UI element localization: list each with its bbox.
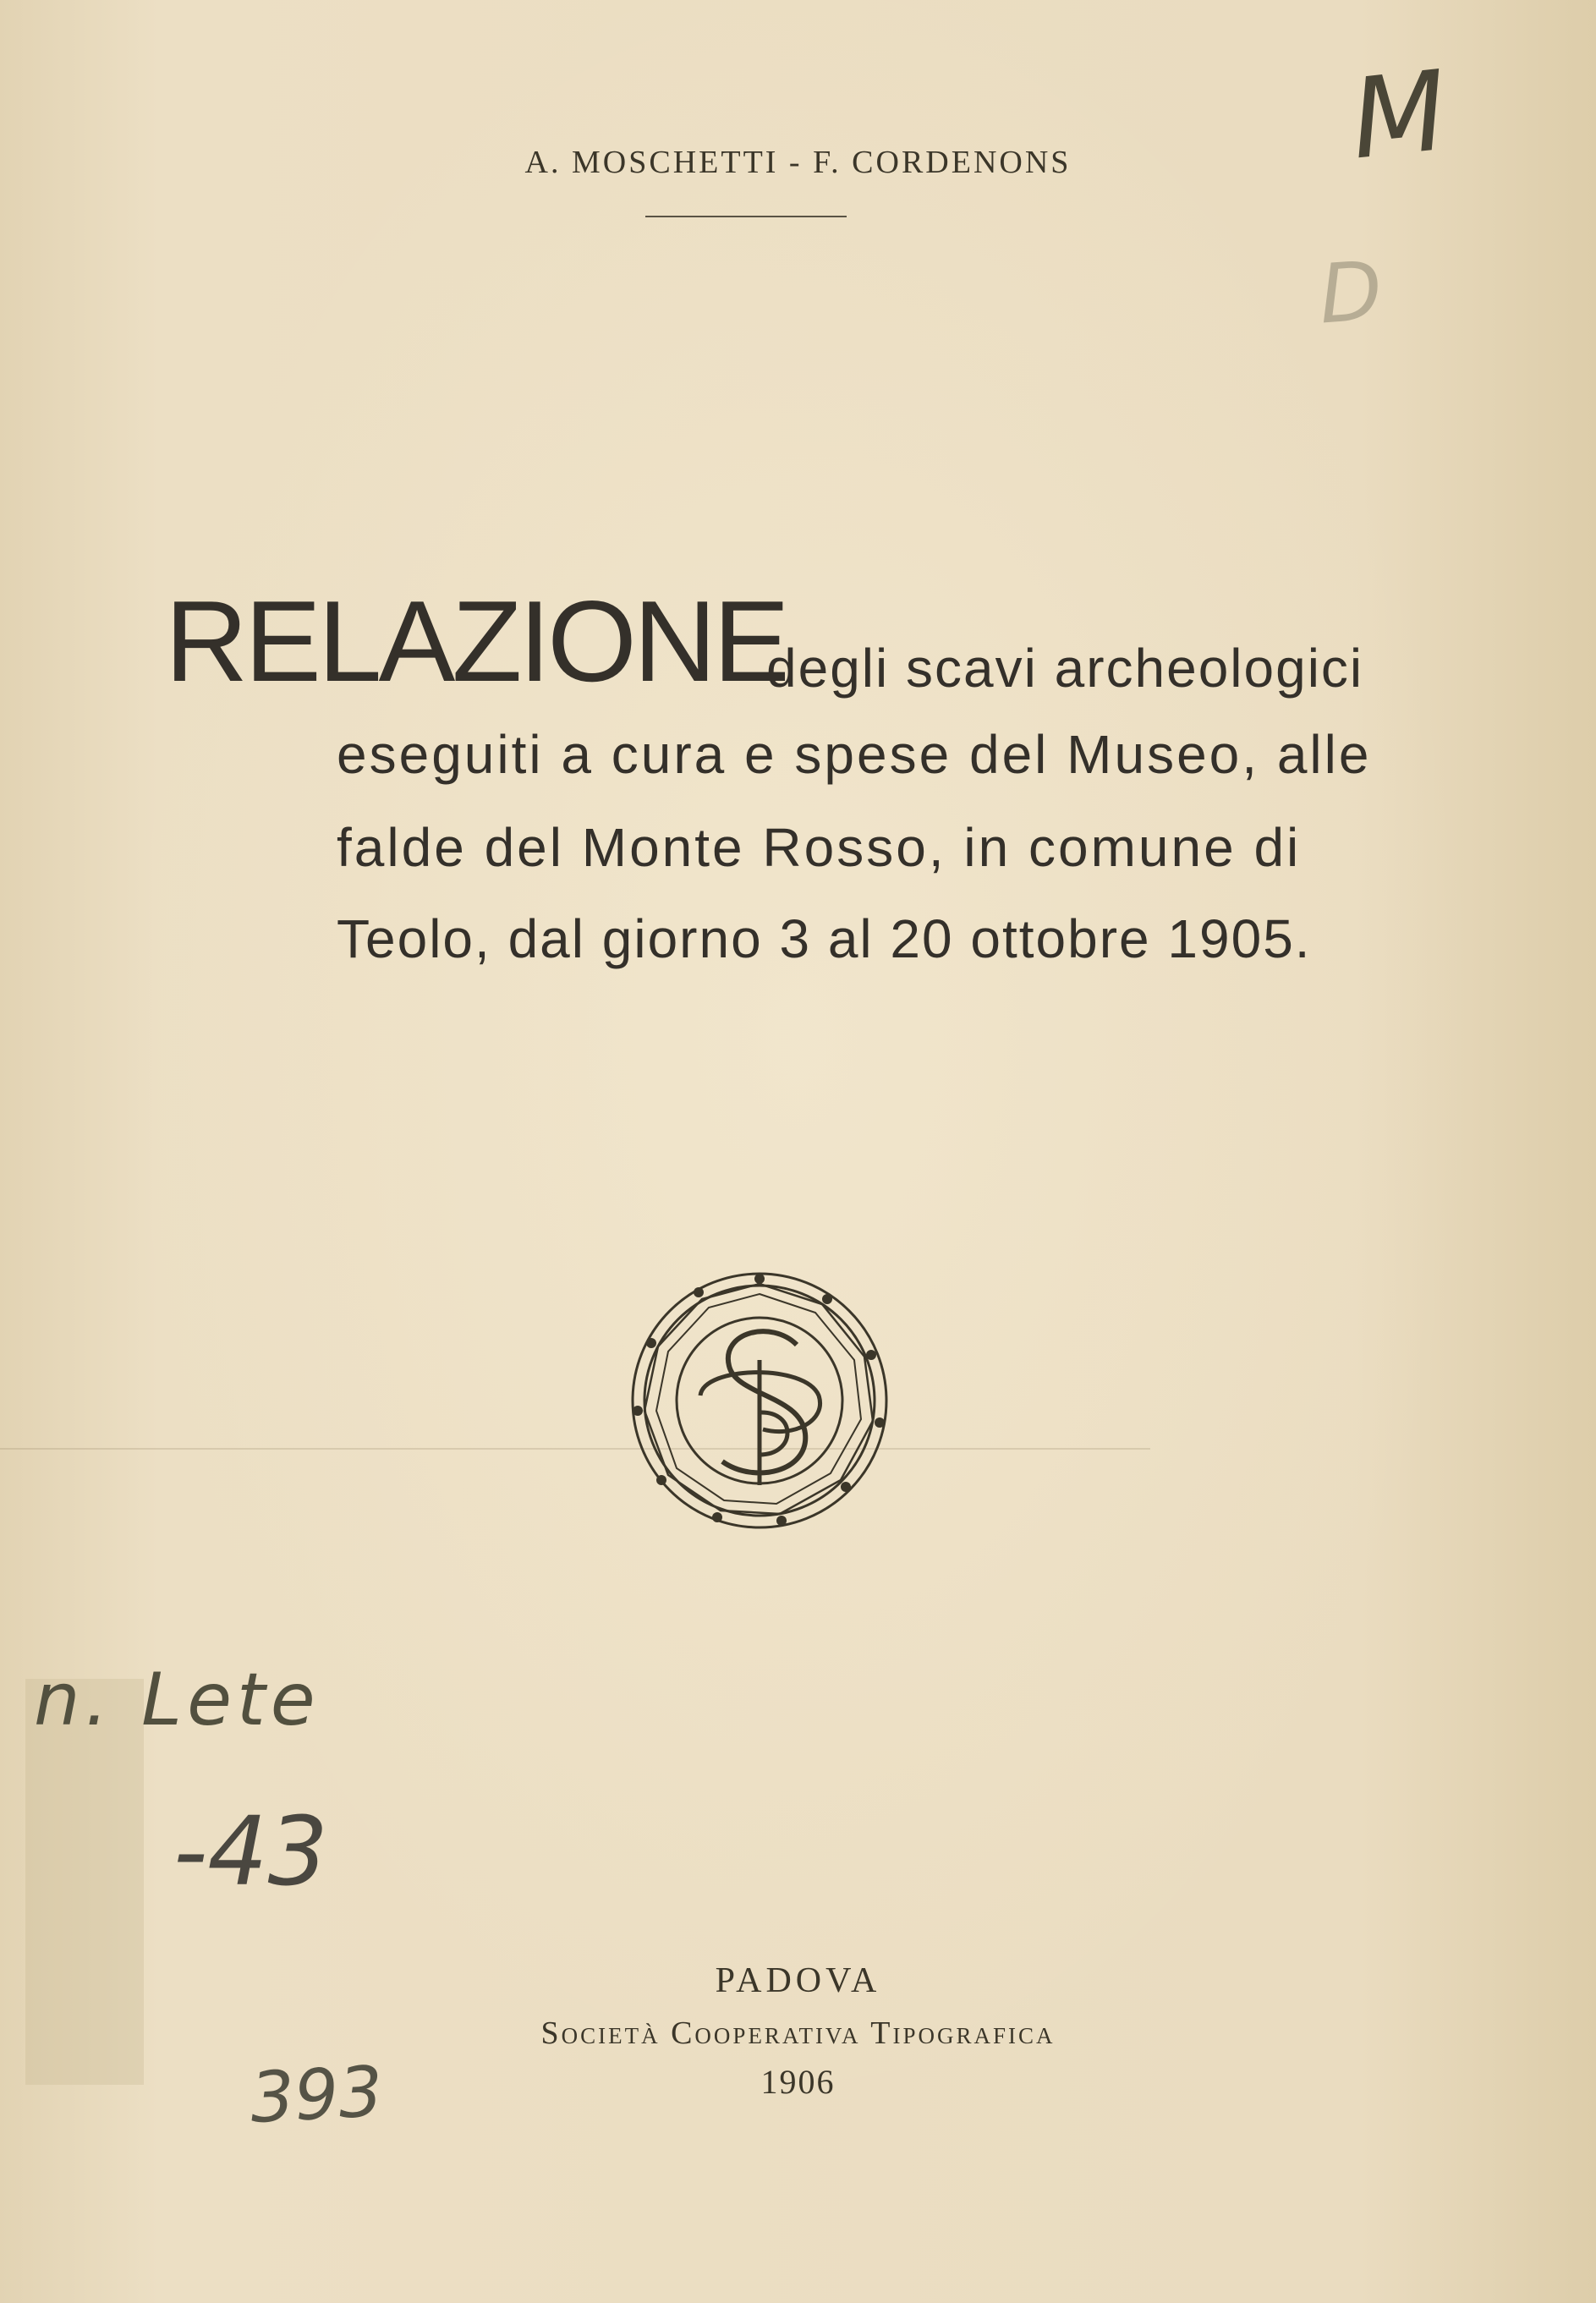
fold-crease — [0, 1448, 1150, 1450]
imprint-city: PADOVA — [715, 1961, 881, 2000]
title-block — [0, 577, 1596, 1057]
handwritten-shelf-note: n. Lete — [34, 1658, 321, 1742]
handwritten-inventory-number: 393 — [248, 2051, 385, 2140]
printer-mark-icon — [628, 1269, 891, 1533]
title-line-2: eseguiti a cura e spese del Museo, alle — [337, 724, 1372, 785]
imprint-year: 1906 — [760, 2063, 836, 2101]
authors-line: A. MOSCHETTI - F. CORDENONS — [524, 145, 1072, 180]
handwritten-faint-mark: D — [1316, 243, 1385, 343]
title-line-1: degli scavi archeologici — [766, 638, 1364, 699]
handwritten-mark: M — [1345, 46, 1453, 184]
authors-divider — [645, 216, 847, 217]
title-main-word: RELAZIONE — [165, 577, 787, 705]
title-line-3: falde del Monte Rosso, in comune di — [337, 817, 1302, 878]
handwritten-shelf-number: -43 — [173, 1797, 328, 1907]
title-line-4: Teolo, dal giorno 3 al 20 ottobre 1905. — [337, 908, 1312, 969]
imprint-publisher: Società Cooperativa Tipografica — [540, 2015, 1056, 2051]
